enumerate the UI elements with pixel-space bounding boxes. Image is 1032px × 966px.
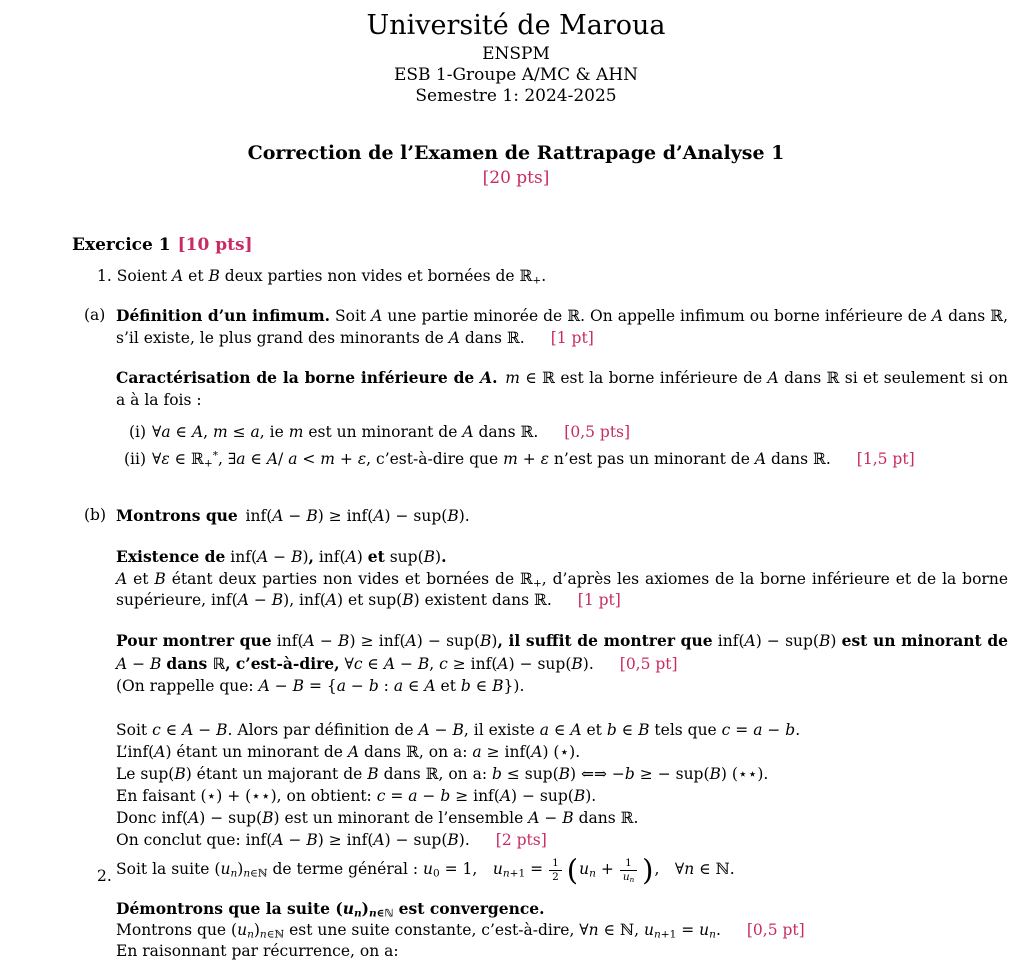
existence-title: Existence de inf(A − B), inf(A) et sup(B). [116,547,447,566]
part-b-statement: Montrons que inf(A − B) ≥ inf(A) − sup(B). [116,506,470,525]
method-paragraph [116,630,1008,675]
definition-points-badge: [1 pt] [550,328,594,347]
existence-text: A et B étant deux parties non vides et bornées de ℝ+, d’après les axiomes de la borne inférieure et de la borne supérieure, inf(A − B), inf(A) et sup(B) existent dans ℝ. [116,569,1008,609]
condition-ii-label: (ii) [123,450,146,468]
fraction-denominator: 2 [549,870,562,884]
formula-middle-text: un + [579,860,614,880]
fraction-one-half [549,857,562,884]
condition-i-row [116,422,1008,444]
conclusion-points-badge: [2 pts] [495,831,547,849]
document-title: Correction de l’Examen de Rattrapage d’Analyse 1 [247,142,785,164]
total-points-badge: [20 pts] [482,168,550,188]
fraction-numerator: 1 [625,856,632,869]
condition-i-points-badge: [0,5 pts] [564,423,631,441]
semester-line: Semestre 1: 2024-2025 [415,86,617,106]
recurrence-line: En raisonnant par récurrence, on a: [116,942,399,960]
proof-line: Le sup(B) étant un majorant de B dans ℝ, on a: b ≤ sup(B) ⇐⇒ −b ≥ − sup(B) (⋆⋆). [116,765,769,783]
sequence-intro-text: Soit la suite (un)n∈ℕ de terme général : u0 = 1, un+1 = [116,860,544,880]
question-2-formula-line [116,852,735,888]
constant-sequence-text: Montrons que (un)n∈ℕ est une suite constante, c’est-à-dire, ∀n ∈ ℕ, un+1 = un. [116,921,721,941]
question-2-number: 2. [97,867,112,885]
condition-i-body [152,422,630,444]
condition-i-text: ∀a ∈ A, m ≤ a, ie m est un minorant de A dans ℝ. [152,423,539,441]
existence-block [116,546,1008,612]
question-1-number: 1. [97,267,112,285]
proof-conclusion-line [116,829,1008,851]
question-1-text: Soient A et B deux parties non vides et bornées de ℝ+. [116,267,547,287]
proof-block [116,719,1008,851]
recall-line: (On rappelle que: A − B = {a − b : a ∈ A et b ∈ B}). [116,677,525,695]
step1-points-badge: [0,5 pt] [746,921,805,939]
fraction-denominator: un [620,870,637,884]
group-line: ESB 1-Groupe A/MC & AHN [393,65,639,85]
exercise-label: Exercice 1 [72,235,171,255]
formula-quantifier-text: , ∀n ∈ ℕ. [654,860,735,879]
exercise-heading [72,234,253,256]
part-a-label: (a) [84,306,106,324]
characterization-paragraph [116,367,1008,411]
left-parenthesis: ( [566,853,579,887]
existence-paragraph [116,569,1008,612]
condition-ii-points-badge: [1,5 pt] [856,450,915,468]
condition-ii-text: ∀ε ∈ ℝ+*, ∃a ∈ A/ a < m + ε, c’est-à-dire que m + ε n’est pas un minorant de A dans ℝ. [152,449,831,470]
fraction-numerator: 1 [552,856,559,869]
proof-conclusion-text: On conclut que: inf(A − B) ≥ inf(A) − sup(B). [116,831,470,849]
existence-points-badge: [1 pt] [577,591,621,609]
part-b-label: (b) [84,506,107,524]
condition-ii-body [152,449,915,471]
condition-ii-row [116,449,1008,471]
document-title-block [0,141,1032,189]
characterization-text: Caractérisation de la borne inférieure de A. m ∈ ℝ est la borne inférieure de A dans ℝ si et seulement si on a à la fois : [116,368,1008,409]
proof-line: En faisant (⋆) + (⋆⋆), on obtient: c = a − b ≥ inf(A) − sup(B). [116,787,597,805]
fraction-one-over-un [620,857,637,884]
university-name: Université de Maroua [366,10,666,41]
convergence-claim: Démontrons que la suite (un)n∈ℕ est convergence. [116,899,545,920]
method-points-badge: [0,5 pt] [619,654,678,673]
method-text: Pour montrer que inf(A − B) ≥ inf(A) − sup(B), il suffit de montrer que inf(A) − sup(B) est un minorant de A − B dans ℝ, c’est-à-dire, ∀c ∈ A − B, c ≥ inf(A) − sup(B). [116,631,1009,673]
constant-sequence-line [116,920,805,942]
proof-line: Donc inf(A) − sup(B) est un minorant de l’ensemble A − B dans ℝ. [116,809,639,827]
exercise-points-badge: [10 pts] [177,235,253,255]
school-name: ENSPM [482,44,550,64]
proof-line: L’inf(A) étant un minorant de A dans ℝ, on a: a ≥ inf(A) (⋆). [116,743,581,761]
proof-line: Soit c ∈ A − B. Alors par définition de A − B, il existe a ∈ A et b ∈ B tels que c = a − b. [116,721,801,739]
condition-i-label: (i) [128,423,146,441]
question-1 [97,266,546,288]
document-header [0,8,1032,107]
infimum-definition-text: Définition d’un infimum. Soit A une partie minorée de ℝ. On appelle infimum ou borne inférieure de A dans ℝ, s’il existe, le plus grand des minorants de A dans ℝ. [116,306,1008,347]
infimum-definition-paragraph [116,305,1008,349]
right-parenthesis: ) [642,853,654,887]
